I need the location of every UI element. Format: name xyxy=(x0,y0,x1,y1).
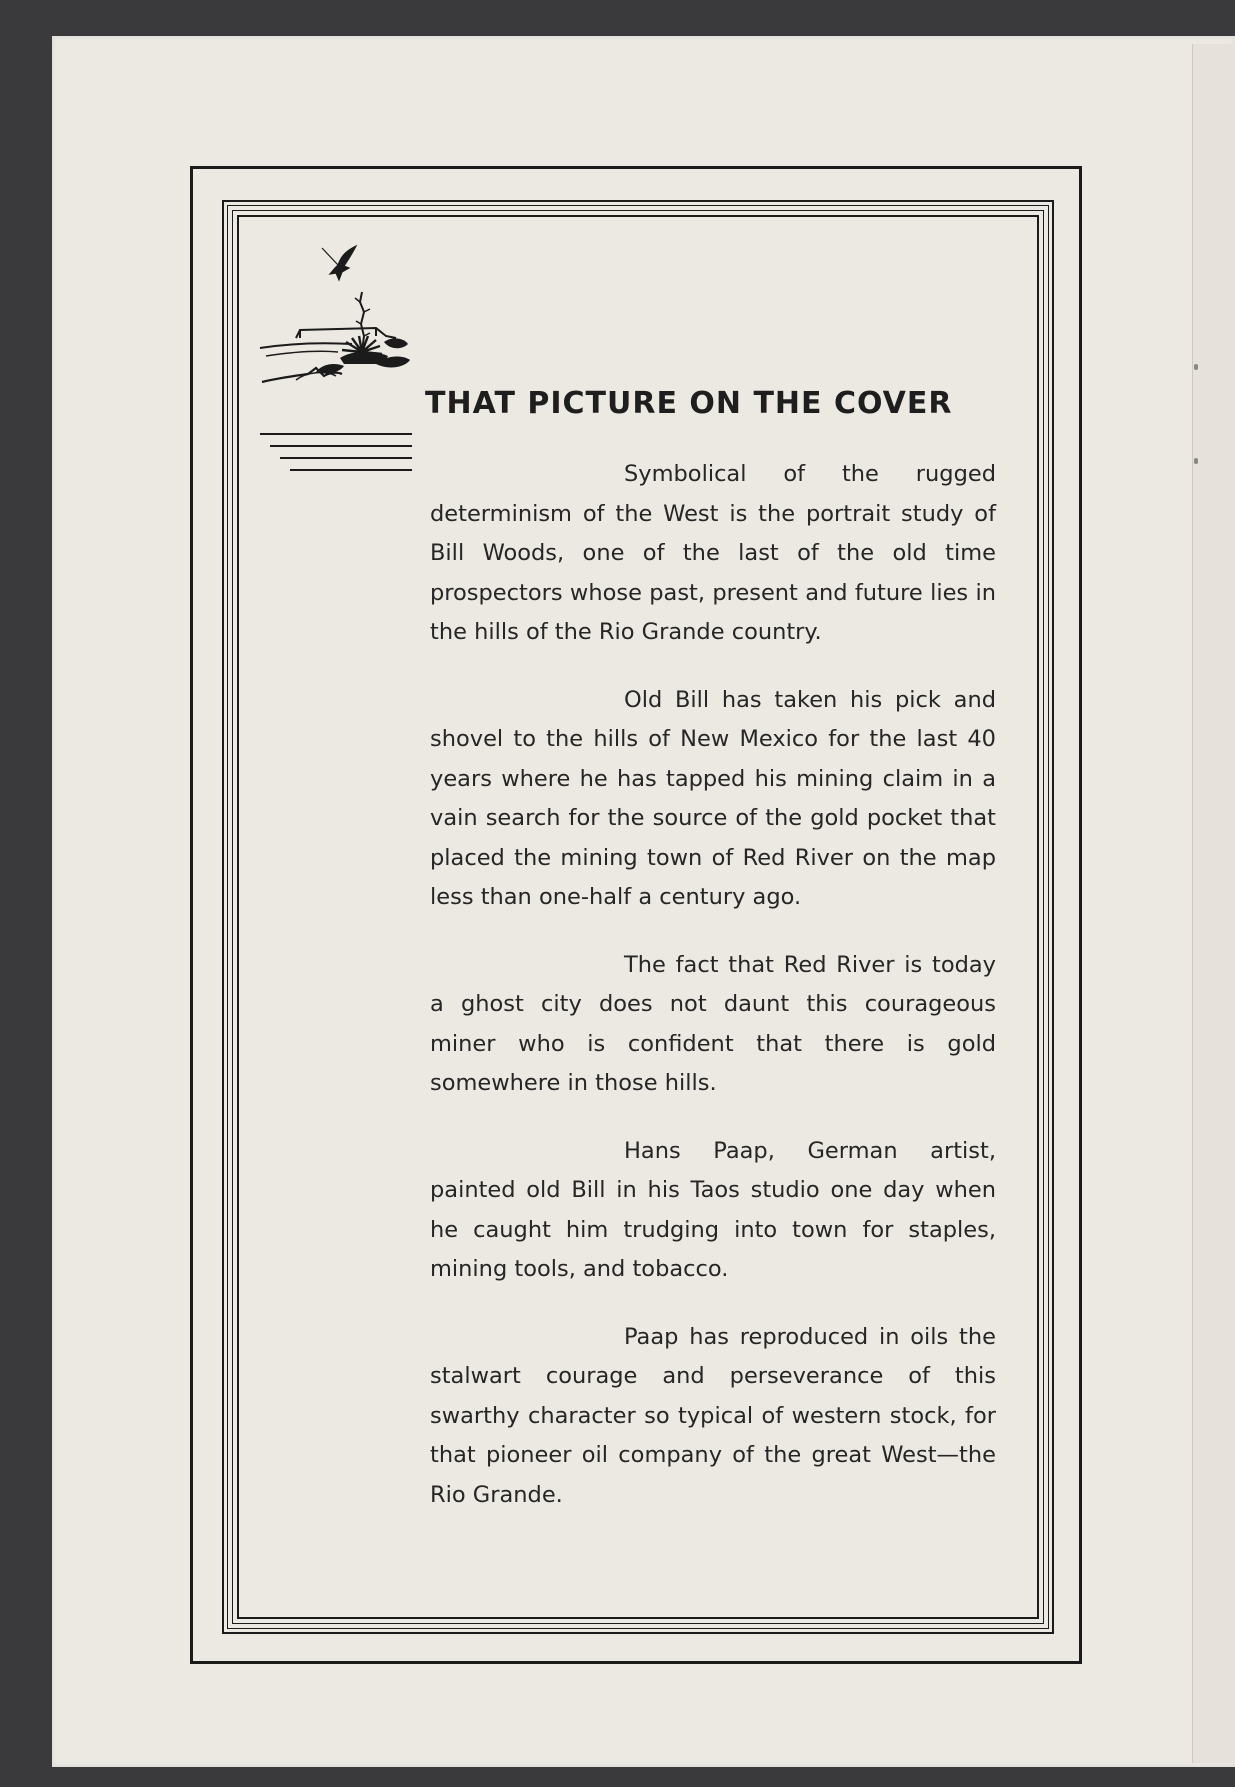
paragraph-cover-symbolism: Symbolical of the rugged determinism of the West is the portrait study of Bill Woods, one of the last of the old time prospectors whose past, present and future lies in the hills of the Rio Grande country. xyxy=(430,461,996,645)
paragraph-old-bill: Old Bill has taken his pick and shovel to the hills of New Mexico for the last 40 years where he has tapped his mining claim in a vain search for the source of the gold pocket that placed the mining town of Red River on the map less than one-half a century ago. xyxy=(430,686,996,910)
article-body xyxy=(430,455,996,1543)
facing-page-edge xyxy=(1192,44,1235,1763)
binding-staple-mark xyxy=(1194,364,1198,370)
article-title: THAT PICTURE ON THE COVER xyxy=(425,386,953,421)
paragraph-paap-oils: Paap has reproduced in oils the stalwart courage and perseverance of this swarthy character so typical of western stock, for that pioneer oil company of the great West—the Rio Grande. xyxy=(430,1323,996,1508)
paragraph-hans-paap: Hans Paap, German artist, painted old Bill in his Taos studio one day when he caught him trudging into town for staples, mining tools, and tobacco. xyxy=(430,1137,996,1282)
paragraph-red-river: The fact that Red River is today a ghost city does not daunt this courageous miner who is confident that there is gold somewhere in those hills. xyxy=(430,951,996,1096)
binding-staple-mark xyxy=(1194,458,1198,464)
desert-mesa-eagle-icon xyxy=(256,240,416,474)
